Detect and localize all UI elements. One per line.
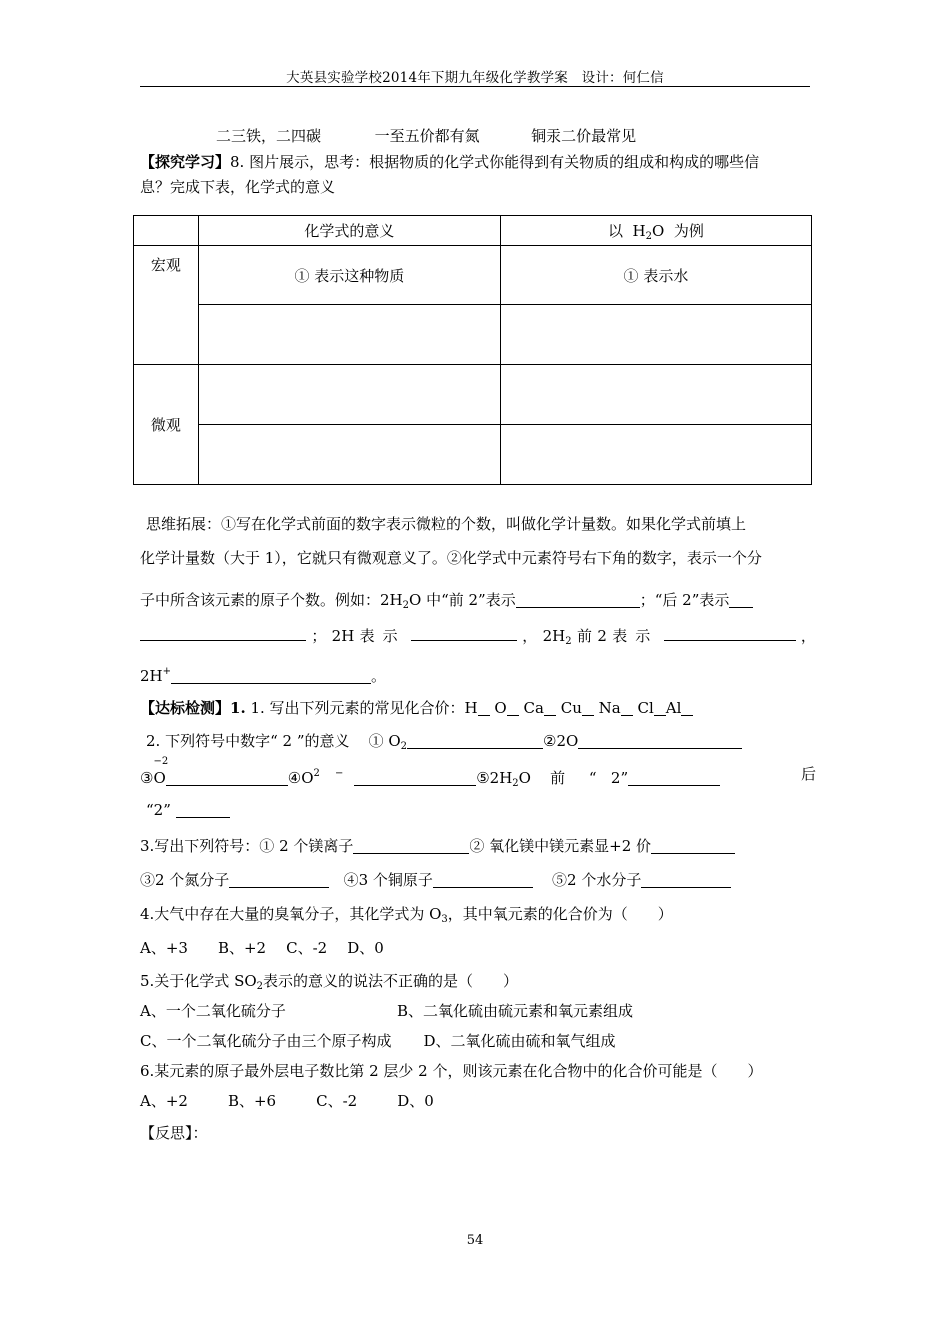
q2-item4-sup: 2 −: [313, 768, 350, 779]
q2-o2-sub: 2: [400, 741, 408, 752]
q1-el-o: O: [494, 699, 507, 717]
micro-label: 微观: [134, 365, 199, 485]
explore-line-1: [140, 152, 759, 172]
blank-q3-n2[interactable]: [229, 873, 329, 888]
q5-option-b[interactable]: B、二氧化硫由硫元素和氧元素组成: [397, 1002, 634, 1020]
blank-cl[interactable]: [654, 701, 666, 716]
thinking-l5-sup: +: [162, 666, 172, 677]
thinking-l4-g: 2: [597, 627, 607, 645]
q2-item5-front: 前: [550, 769, 566, 787]
q2-item3-symbol: [153, 756, 169, 788]
blank-q3-mg-ion[interactable]: [353, 839, 469, 854]
blank-back-2-cont[interactable]: [140, 626, 306, 641]
thinking-l3-sub: 2: [402, 600, 410, 611]
thinking-l4-d: ，: [522, 627, 538, 645]
q2-item5: ⑤2H: [476, 769, 513, 787]
q4-option-b[interactable]: B、+2: [217, 939, 267, 957]
blank-na[interactable]: [621, 701, 633, 716]
header-rule: [140, 86, 810, 87]
q5-stem-b: 表示的意义的说法不正确的是（ ）: [263, 972, 519, 990]
blank-ca[interactable]: [544, 701, 556, 716]
thinking-line-1: 思维拓展：①写在化学式前面的数字表示微粒的个数，叫做化学计量数。如果化学式前填上: [146, 515, 747, 533]
q1-el-h: H: [464, 699, 478, 717]
q1-text: 1. 写出下列元素的常见化合价：: [250, 699, 465, 717]
thinking-l3-c: ；“后 2”表示: [639, 591, 730, 609]
q4-stem-sub: 3: [441, 914, 448, 925]
q1-el-al: Al: [665, 699, 682, 717]
table-corner-cell: [134, 216, 199, 246]
thinking-l3-a: 子中所含该元素的原子个数。例如：2H: [140, 591, 403, 609]
q2-item4: ④O: [287, 769, 314, 787]
q3-n2: ③2 个氮分子: [140, 871, 230, 889]
thinking-l4-i: ，: [800, 627, 816, 645]
thinking-l5-b: 。: [371, 667, 387, 685]
q5-option-a[interactable]: A、一个二氧化硫分子: [140, 1002, 286, 1020]
table-header-example: [500, 216, 811, 246]
q6-option-c[interactable]: C、-2: [316, 1092, 358, 1110]
q5-option-d[interactable]: D、二氧化硫由硫和氧气组成: [423, 1032, 616, 1050]
q1-line: [140, 698, 693, 718]
q1-tag: 【达标检测】1.: [140, 699, 246, 717]
formula-meaning-table: [133, 215, 812, 485]
q5-option-c[interactable]: C、一个二氧化硫分子由三个原子构成: [140, 1032, 392, 1050]
macro-row1-example: ① 表示水: [500, 246, 811, 305]
blank-q3-mgo[interactable]: [651, 839, 735, 854]
q4-options: [140, 938, 384, 958]
q2-item5-o: O: [518, 769, 531, 787]
thinking-line-3: [140, 590, 753, 616]
q1-el-ca: Ca: [523, 699, 544, 717]
page-header: 大英县实验学校2014年下期九年级化学教学案 设计：何仁信: [286, 70, 664, 86]
q4-stem-b: ，其中氧元素的化合价为（ ）: [447, 905, 673, 923]
blank-q2-2o[interactable]: [578, 734, 742, 749]
blank-h[interactable]: [478, 701, 490, 716]
q3-mg-ion: 3.写出下列符号：① 2 个镁离子: [140, 837, 354, 855]
q2-item5-quote: “: [588, 769, 597, 787]
q2-line-2: [140, 756, 816, 794]
q2-item3-o: O: [153, 769, 166, 787]
thinking-l4-h: 表示: [612, 627, 659, 645]
q5-stem-sub: 2: [256, 981, 264, 992]
q2-item5-sub: 2: [512, 778, 519, 789]
q3-mgo-valence: ② 氧化镁中镁元素显+2 价: [469, 837, 652, 855]
q3-line-2: [140, 870, 731, 890]
q2-o2: ① O: [368, 732, 401, 750]
q3-h2o: ⑤2 个水分子: [552, 871, 642, 889]
micro-row2-meaning: [198, 425, 500, 485]
macro-label: 宏观: [134, 246, 199, 365]
page-number: 54: [466, 1233, 484, 1248]
q5-stem: [140, 971, 518, 997]
thinking-l5-a: 2H: [140, 667, 163, 685]
q5-stem-a: 5.关于化学式 SO: [140, 972, 257, 990]
thinking-l4-a: ；: [311, 627, 327, 645]
q4-option-d[interactable]: D、0: [347, 939, 384, 957]
explore-line-2: 息？完成下表，化学式的意义: [140, 178, 336, 196]
thinking-l4-f: 前: [576, 627, 592, 645]
q6-option-b[interactable]: B、+6: [227, 1092, 277, 1110]
q6-option-a[interactable]: A、+2: [140, 1092, 188, 1110]
q1-el-cl: Cl: [637, 699, 654, 717]
mnemonic-2: 一至五价都有氮: [374, 127, 480, 145]
thinking-line-4: [140, 626, 816, 652]
blank-q3-h2o[interactable]: [641, 873, 731, 888]
blank-q2-item4[interactable]: [354, 771, 476, 786]
blank-2h[interactable]: [411, 626, 517, 641]
thinking-line-5: [140, 662, 386, 686]
blank-2h-plus[interactable]: [171, 669, 371, 684]
micro-row1-example: [500, 365, 811, 425]
blank-cu[interactable]: [582, 701, 594, 716]
reflection-label: 【反思】：: [140, 1124, 208, 1142]
q4-stem-a: 4.大气中存在大量的臭氧分子，其化学式为 O: [140, 905, 442, 923]
q4-option-a[interactable]: A、+3: [140, 939, 188, 957]
blank-q3-cu[interactable]: [433, 873, 533, 888]
thinking-line-2: 化学计量数（大于 1），它就只有微观意义了。②化学式中元素符号右下角的数字，表示一个分: [140, 549, 762, 567]
q2-line-3: [146, 800, 230, 820]
q1-el-na: Na: [598, 699, 621, 717]
blank-2h2[interactable]: [664, 626, 796, 641]
q2-line-1: [146, 731, 742, 757]
table-header-meaning: 化学式的意义: [198, 216, 500, 246]
q5-options-ab: [140, 1001, 634, 1021]
q2-back-two: “2”: [146, 801, 171, 819]
mnemonic-line: [216, 126, 636, 146]
example-suffix: 为例: [673, 221, 704, 240]
thinking-l3-b: O 中“前 2”表示: [409, 591, 516, 609]
micro-row1-meaning: [198, 365, 500, 425]
example-prefix: 以: [607, 221, 623, 240]
q4-stem: [140, 904, 673, 930]
example-sub: 2: [645, 230, 653, 242]
blank-al[interactable]: [681, 701, 693, 716]
blank-q2-item3[interactable]: [166, 771, 288, 786]
blank-front-2[interactable]: [516, 593, 640, 608]
q2-2o: ②2O: [543, 732, 579, 750]
mnemonic-3: 铜汞二价最常见: [531, 127, 637, 145]
blank-q2-back[interactable]: [176, 803, 230, 818]
micro-row2-example: [500, 425, 811, 485]
mnemonic-1: 二三铁，二四碳: [216, 127, 322, 145]
example-o: O: [652, 221, 665, 240]
q6-option-d[interactable]: D、0: [397, 1092, 434, 1110]
q6-stem: 6.某元素的原子最外层电子数比第 2 层少 2 个，则该元素在化合物中的化合价可能是（ ）: [140, 1062, 763, 1080]
macro-row2-meaning: [198, 305, 500, 365]
q2-item3-num: ③: [140, 769, 154, 787]
macro-row1-meaning: ① 表示这种物质: [198, 246, 500, 305]
q1-el-cu: Cu: [560, 699, 582, 717]
q2-item5-two: 2”: [610, 769, 629, 787]
thinking-l4-c: 表示: [359, 627, 406, 645]
blank-o[interactable]: [507, 701, 519, 716]
q3-line-1: [140, 836, 735, 856]
blank-q2-o2[interactable]: [407, 734, 543, 749]
thinking-l4-e: $2H_2$: [542, 627, 572, 647]
explore-text-1: 8. 图片展示，思考：根据物质的化学式你能得到有关物质的组成和构成的哪些信: [230, 153, 760, 171]
q4-option-c[interactable]: C、-2: [286, 939, 328, 957]
blank-back-2-start[interactable]: [729, 593, 753, 608]
q6-options: [140, 1091, 434, 1111]
thinking-l4-b: 2H: [331, 627, 355, 645]
blank-q2-front[interactable]: [628, 771, 720, 786]
q5-options-cd: [140, 1031, 616, 1051]
example-h: H: [632, 221, 646, 240]
q2-item5-back: 后: [800, 765, 816, 783]
macro-row2-example: [500, 305, 811, 365]
q2-stem: 2. 下列符号中数字“ 2 ”的意义: [146, 732, 350, 750]
q2-item3-charge: −2: [153, 756, 169, 767]
q3-cu: ④3 个铜原子: [343, 871, 433, 889]
explore-tag: 【探究学习】: [140, 153, 231, 171]
